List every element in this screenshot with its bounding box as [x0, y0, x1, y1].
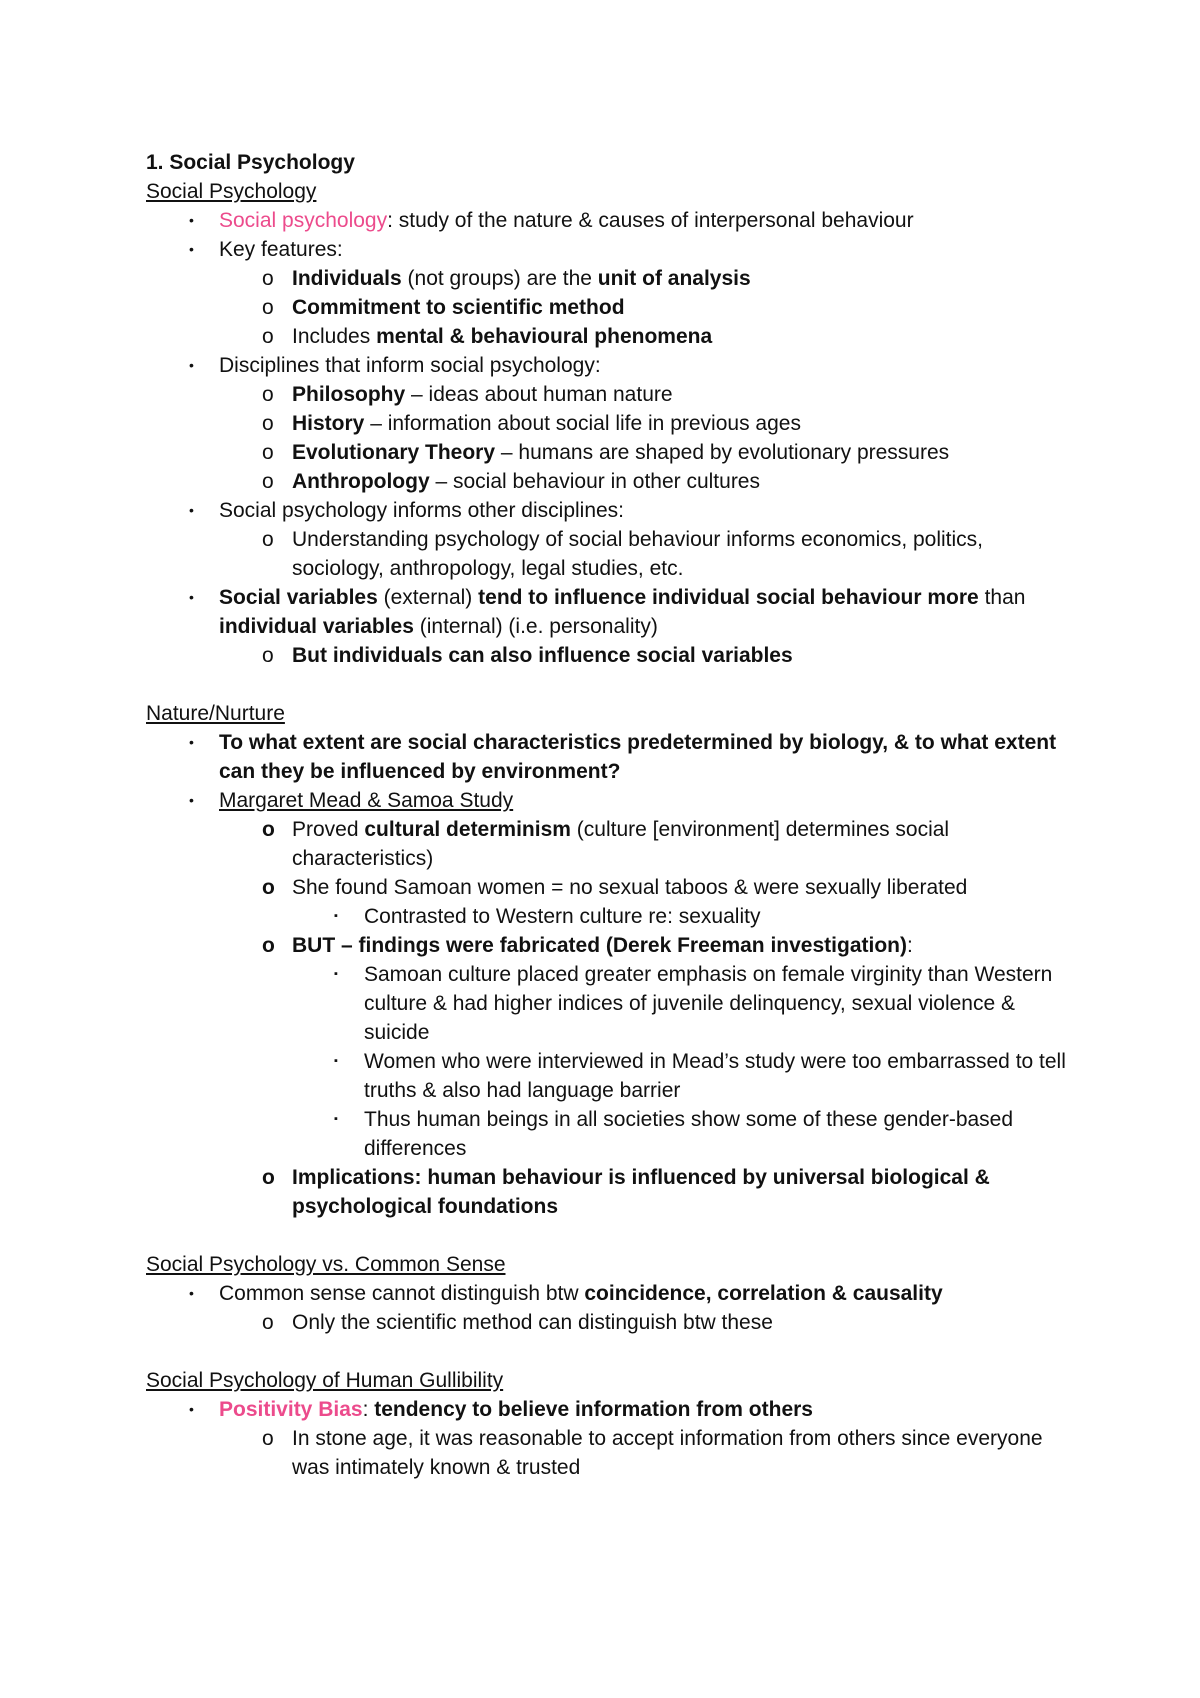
circle-bullet-icon: o — [262, 1311, 274, 1334]
text-run: : study of the nature & causes of interpersonal behaviour — [387, 209, 914, 232]
list-item-text — [292, 409, 1076, 438]
document-body — [146, 177, 1076, 1482]
list-item — [146, 1279, 1076, 1308]
text-run: – humans are shaped by evolutionary pressures — [495, 441, 950, 464]
list-item — [146, 902, 1076, 931]
square-bullet-icon: ▪ — [334, 1055, 338, 1067]
list-item — [146, 641, 1076, 670]
bold-text: History — [292, 412, 365, 435]
list-item — [146, 728, 1076, 786]
bold-text: Philosophy — [292, 383, 406, 406]
list-item-text — [219, 351, 1076, 380]
list-item — [146, 1308, 1076, 1337]
bold-text: Social variables — [219, 586, 378, 609]
text-run: Disciplines that inform social psychology: — [219, 354, 601, 377]
bold-text: BUT – findings were fabricated (Derek Freeman investigation) — [292, 934, 907, 957]
text-run: Only the scientific method can distinguish btw these — [292, 1311, 773, 1334]
text-run: She found Samoan women = no sexual taboos & were sexually liberated — [292, 876, 968, 899]
list-item — [146, 1105, 1076, 1163]
bold-text: coincidence, correlation & causality — [584, 1282, 943, 1305]
list-item — [146, 1424, 1076, 1482]
list-item-text — [292, 1163, 1076, 1221]
list-item-text — [292, 873, 1076, 902]
text-run: – ideas about human nature — [405, 383, 673, 406]
list-item — [146, 438, 1076, 467]
bold-text: individual variables — [219, 615, 414, 638]
bold-text: tendency to believe information from others — [374, 1398, 813, 1421]
text-run: Common sense cannot distinguish btw — [219, 1282, 585, 1305]
list-item — [146, 1395, 1076, 1424]
circle-bullet-icon: o — [262, 876, 275, 899]
bullet-icon: • — [189, 241, 194, 257]
bold-text: Implications: human behaviour is influenced by universal biological & psychological foundations — [292, 1166, 990, 1218]
list-item — [146, 496, 1076, 525]
circle-bullet-icon: o — [262, 1427, 274, 1450]
list-item — [146, 583, 1076, 641]
document-title: 1. Social Psychology — [146, 151, 355, 174]
list-item — [146, 815, 1076, 873]
text-run: (culture [environment] determines social characteristics) — [292, 818, 950, 870]
list-item-text — [219, 1395, 1076, 1424]
square-bullet-icon: ▪ — [334, 968, 338, 980]
list-item — [146, 931, 1076, 960]
text-run: (external) — [377, 586, 479, 609]
bold-text: But individuals can also influence social variables — [292, 644, 793, 667]
list-item — [146, 264, 1076, 293]
list-item-text — [219, 206, 1076, 235]
bold-text: mental & behavioural phenomena — [376, 325, 713, 348]
bullet-icon: • — [189, 212, 194, 228]
circle-bullet-icon: o — [262, 1166, 275, 1189]
list-item-text — [364, 1047, 1076, 1105]
highlighted-term: Positivity Bias — [219, 1398, 363, 1421]
bold-text: To what extent are social characteristics predetermined by biology, & to what extent can they be influenced by environment? — [219, 731, 1057, 783]
list-item — [146, 380, 1076, 409]
section-heading: Social Psychology vs. Common Sense — [146, 1253, 506, 1276]
list-item-text — [219, 786, 1076, 815]
text-run: : — [362, 1398, 375, 1421]
section-heading: Social Psychology — [146, 180, 317, 203]
list-item-text — [292, 815, 1076, 873]
text-run: Contrasted to Western culture re: sexuality — [364, 905, 761, 928]
list-item — [146, 525, 1076, 583]
section-heading: Nature/Nurture — [146, 702, 285, 725]
list-item-text — [292, 1424, 1076, 1482]
circle-bullet-icon: o — [262, 470, 274, 493]
section-spacer — [146, 670, 1076, 699]
bullet-icon: • — [189, 1401, 194, 1417]
bullet-icon: • — [189, 734, 194, 750]
list-item — [146, 322, 1076, 351]
text-run: Social psychology informs other disciplines: — [219, 499, 625, 522]
circle-bullet-icon: o — [262, 296, 274, 319]
circle-bullet-icon: o — [262, 528, 274, 551]
bold-text: Evolutionary Theory — [292, 441, 496, 464]
list-item-text — [292, 525, 1076, 583]
bullet-icon: • — [189, 1285, 194, 1301]
list-item-text — [292, 380, 1076, 409]
text-run: Key features: — [219, 238, 343, 261]
text-run: Margaret Mead & Samoa Study — [219, 789, 514, 812]
list-item-text — [364, 902, 1076, 931]
list-item-text — [219, 1279, 1076, 1308]
text-run: than — [978, 586, 1026, 609]
bold-text: tend to influence individual social behaviour more — [478, 586, 979, 609]
text-run: In stone age, it was reasonable to accept information from others since everyone was intimately known & trusted — [292, 1427, 1043, 1479]
section-spacer — [146, 1337, 1076, 1366]
square-bullet-icon: ▪ — [334, 910, 338, 922]
highlighted-term: Social psychology — [219, 209, 388, 232]
section-spacer — [146, 1221, 1076, 1250]
circle-bullet-icon: o — [262, 441, 274, 464]
text-run: Thus human beings in all societies show some of these gender-based differences — [364, 1108, 1014, 1160]
list-item — [146, 960, 1076, 1047]
bold-text: Anthropology — [292, 470, 430, 493]
circle-bullet-icon: o — [262, 934, 275, 957]
bold-text: cultural determinism — [364, 818, 571, 841]
circle-bullet-icon: o — [262, 818, 275, 841]
text-run: Samoan culture placed greater emphasis on female virginity than Western culture & had higher indices of juvenile delinquency, sexual violence & suicide — [364, 963, 1053, 1044]
list-item-text — [292, 293, 1076, 322]
text-run: : — [906, 934, 913, 957]
list-item-text — [292, 1308, 1076, 1337]
list-item-text — [292, 467, 1076, 496]
text-run: – information about social life in previous ages — [364, 412, 801, 435]
list-item — [146, 235, 1076, 264]
list-item-text — [292, 264, 1076, 293]
list-item-text — [364, 960, 1076, 1047]
list-item — [146, 873, 1076, 902]
text-run: – social behaviour in other cultures — [429, 470, 760, 493]
circle-bullet-icon: o — [262, 383, 274, 406]
list-item — [146, 1047, 1076, 1105]
text-run: (not groups) are the — [401, 267, 598, 290]
section-heading: Social Psychology of Human Gullibility — [146, 1369, 504, 1392]
list-item — [146, 409, 1076, 438]
text-run: (internal) (i.e. personality) — [413, 615, 658, 638]
bullet-icon: • — [189, 502, 194, 518]
bold-text: Commitment to scientific method — [292, 296, 625, 319]
circle-bullet-icon: o — [262, 325, 274, 348]
list-item-text — [292, 641, 1076, 670]
list-item — [146, 786, 1076, 815]
square-bullet-icon: ▪ — [334, 1113, 338, 1125]
text-run: Includes — [292, 325, 377, 348]
list-item — [146, 1163, 1076, 1221]
list-item — [146, 206, 1076, 235]
circle-bullet-icon: o — [262, 412, 274, 435]
list-item-text — [292, 931, 1076, 960]
list-item — [146, 351, 1076, 380]
text-run: Women who were interviewed in Mead’s study were too embarrassed to tell truths & also had language barrier — [364, 1050, 1066, 1102]
list-item-text — [219, 583, 1076, 641]
circle-bullet-icon: o — [262, 644, 274, 667]
bold-text: unit of analysis — [597, 267, 751, 290]
text-run: Proved — [292, 818, 365, 841]
list-item-text — [364, 1105, 1076, 1163]
list-item-text — [292, 322, 1076, 351]
list-item-text — [219, 235, 1076, 264]
circle-bullet-icon: o — [262, 267, 274, 290]
document-page — [146, 148, 1076, 1482]
bullet-icon: • — [189, 792, 194, 808]
list-item-text — [219, 728, 1076, 786]
bullet-icon: • — [189, 589, 194, 605]
bold-text: Individuals — [292, 267, 402, 290]
list-item — [146, 467, 1076, 496]
list-item-text — [219, 496, 1076, 525]
bullet-icon: • — [189, 357, 194, 373]
text-run: Understanding psychology of social behaviour informs economics, politics, sociology, anthropology, legal studies, etc. — [292, 528, 984, 580]
list-item — [146, 293, 1076, 322]
list-item-text — [292, 438, 1076, 467]
